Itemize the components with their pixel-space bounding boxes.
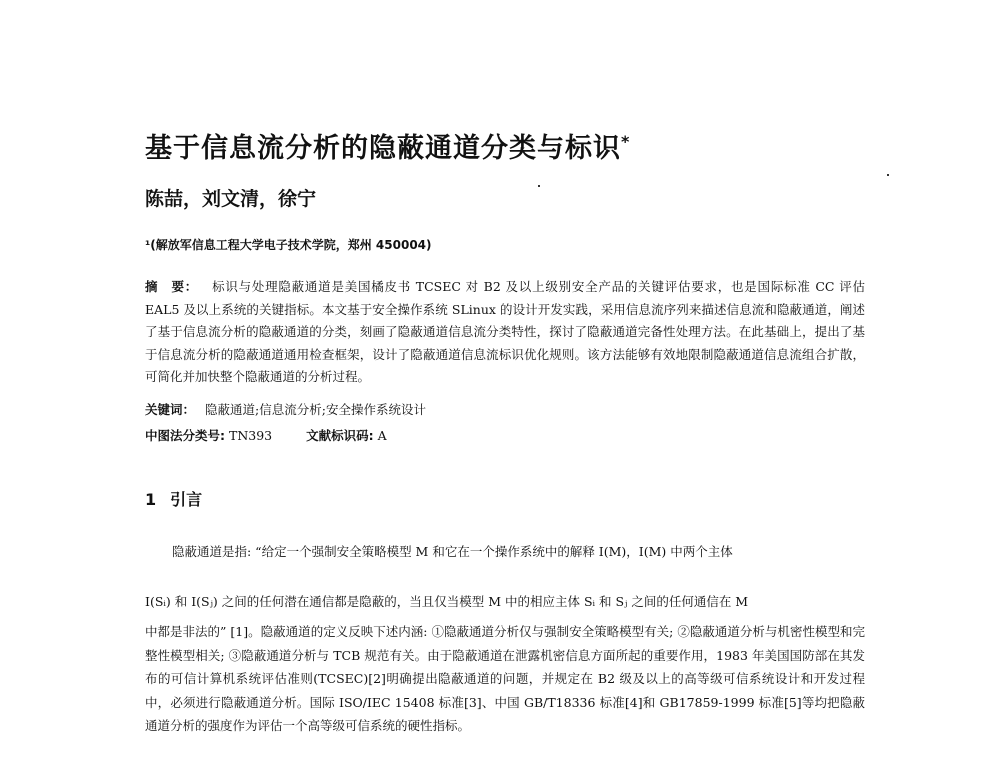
clc-value: TN393 [228,428,273,443]
clc-label: 中图法分类号: [145,428,225,443]
paragraph-line-1: 隐蔽通道是指: “给定一个强制安全策略模型 M 和它在一个操作系统中的解释 I(M)，I(M) 中两个主体 [172,544,733,559]
title-text: 基于信息流分析的隐蔽通道分类与标识 [145,133,621,164]
keywords [145,400,426,418]
abstract-label: 摘 要： [145,279,199,294]
classification-line [145,426,387,444]
paragraph-body: 中都是非法的” [1]。隐蔽通道的定义反映下述内涵: ①隐蔽通道分析仅与强制安全策略模型有关; ②隐蔽通道分析与机密性模型和完整性模型相关; ③隐蔽通道分析与 TCB 规范有关。由于隐蔽通道在泄露机密信息方面所起的重要作用，1983 年美国国防部在其发布的可信计算机系统评估准则(TCSEC)[2]明确提出隐蔽通道的问题，并规定在 B2 级及以上的高等级可信系统设计和开发过程中，必须进行隐蔽通道分析。国际 ISO/IEC 15408 标准[3]、中国 GB/T18336 标准[4]和 GB17859-1999 标准[5]等均把隐蔽通道分析的强度作为评估一个高等级可信系统的硬性指标。 [145,624,865,733]
scan-speck [538,185,540,187]
section-heading [145,487,202,510]
doc-code-label: 文献标识码: [306,428,374,443]
keywords-text: 隐蔽通道;信息流分析;安全操作系统设计 [205,402,426,417]
section-title: 引言 [170,490,203,509]
keywords-label: 关键词： [145,402,196,417]
title-footnote-mark: * [621,132,631,151]
affiliation: ¹(解放军信息工程大学电子技术学院，郑州 450004) [145,238,432,252]
section-number: 1 [145,490,157,509]
author-list: 陈喆，刘文清，徐宁 [145,188,317,210]
scan-speck [887,174,889,176]
abstract [145,276,865,389]
doc-code-value: A [377,428,387,443]
paragraph-line-2: I(Sᵢ) 和 I(Sⱼ) 之间的任何潜在通信都是隐蔽的，当且仅当模型 M 中的相应主体 Sᵢ 和 Sⱼ 之间的任何通信在 M [145,594,749,609]
paper-title [145,126,630,165]
abstract-text: 标识与处理隐蔽通道是美国橘皮书 TCSEC 对 B2 及以上级别安全产品的关键评估要求，也是国际标准 CC 评估 EAL5 及以上系统的关键指标。本文基于安全操作系统 SLinux 的设计开发实践，采用信息流序列来描述信息流和隐蔽通道，阐述了基于信息流分析的隐蔽通道的分类，刻画了隐蔽通道信息流分类特性，探讨了隐蔽通道完备性处理方法。在此基础上，提出了基于信息流分析的隐蔽通道通用检查框架，设计了隐蔽通道信息流标识优化规则。该方法能够有效地限制隐蔽通道信息流组合扩散，可简化并加快整个隐蔽通道的分析过程。 [145,279,865,385]
